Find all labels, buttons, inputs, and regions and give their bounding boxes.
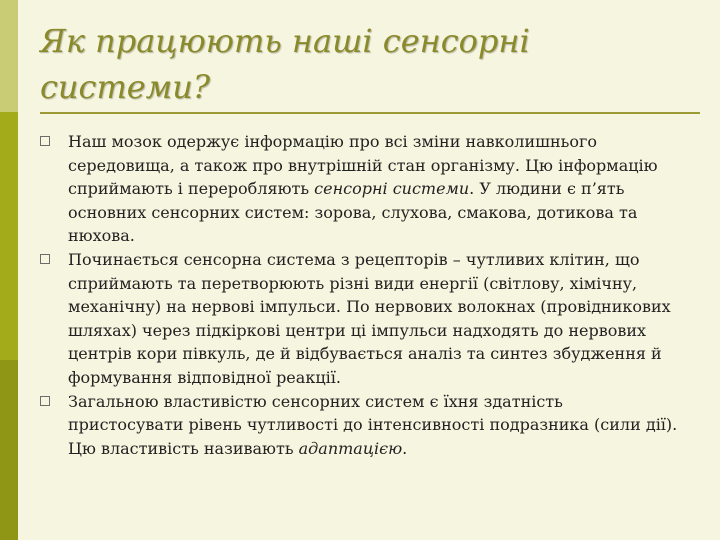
slide-title: Як працюють наші сенсорні системи? [40,22,530,106]
title-divider [40,112,700,114]
left-accent-bar-top [0,0,18,112]
square-bullet-icon [40,396,50,406]
bullet-emphasis: сенсорні системи [314,179,470,199]
square-bullet-icon [40,254,50,264]
bullet-text-end: . [402,438,408,458]
bullet-text: Загальною властивістю сенсорних систем є їхня здатність пристосувати рівень чутливості до інтенсивності подразника (сили дії). Цю властивість називають [68,391,678,458]
bullet-text: Починається сенсорна система з рецепторів – чутливих клітин, що сприймають та перетворюють різні види енергії (світлову, хімічну, механічну) на нервові імпульси. По нервових волокнах (провідникових шляхах) через підкіркові центри ці імпульси надходять до нервових центрів кори півкуль, де й відбувається аналіз та синтез збудження й формування відповідної реакції. [68,249,671,387]
bullet-text: Наш мозок одержує інформацію про всі зміни навколишнього середовища, а також про внутрішній стан організму. Цю інформацію сприймають і переробляють [68,132,658,199]
left-accent-bar-bottom [0,360,18,540]
bullet-text-end: . У людини є п’ять основних сенсорних систем: зорова, слухова, смакова, дотикова та нюхова. [68,179,638,246]
bullet-emphasis: адаптацією [298,438,403,458]
bullet-item [40,130,680,248]
bullet-item [40,390,680,461]
bullet-item [40,248,680,390]
square-bullet-icon [40,136,50,146]
left-accent-bar-middle [0,112,18,360]
bullet-list [40,130,680,460]
